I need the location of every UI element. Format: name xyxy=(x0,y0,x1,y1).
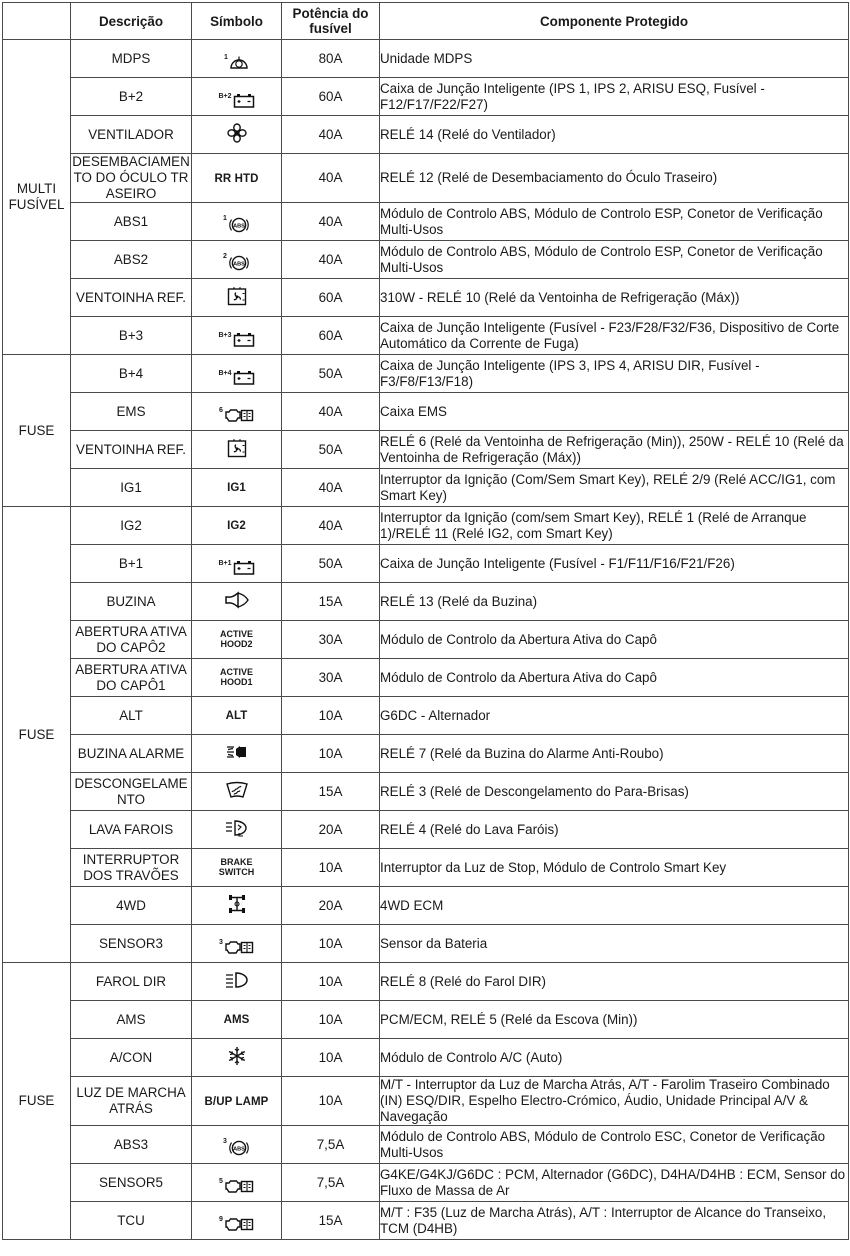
fuse-symbol xyxy=(192,1001,282,1039)
fuse-description: IG2 xyxy=(71,507,192,545)
header-potencia: Potência do fusível xyxy=(282,3,380,40)
engine-ecu-icon xyxy=(219,939,254,955)
symbol-label xyxy=(220,667,253,687)
fuse-description: IG1 xyxy=(71,469,192,507)
fuse-symbol xyxy=(192,78,282,116)
fuse-rating: 20A xyxy=(282,887,380,925)
fuse-description: BUZINA xyxy=(71,583,192,621)
symbol-superscript: 3 xyxy=(219,939,223,946)
symbol-superscript: 6 xyxy=(219,407,223,414)
protected-component: Caixa EMS xyxy=(380,393,849,431)
engine-ecu-icon-graphic xyxy=(224,1216,254,1232)
symbol-label-line: HOOD2 xyxy=(220,638,253,649)
windshield-defrost-icon-graphic xyxy=(225,781,249,799)
group-label: FUSE xyxy=(3,963,71,1240)
fuse-row xyxy=(3,241,849,279)
protected-component: RELÉ 12 (Relé de Desembaciamento do Óculo Traseiro) xyxy=(380,154,849,203)
fuse-rating: 50A xyxy=(282,431,380,469)
fuse-symbol xyxy=(192,241,282,279)
cooling-fan-icon-graphic xyxy=(227,286,247,306)
horn-icon-graphic xyxy=(224,591,250,609)
fuse-rating: 15A xyxy=(282,773,380,811)
cooling-fan-icon-graphic xyxy=(227,438,247,458)
fuse-description: ABERTURA ATIVA DO CAPÔ1 xyxy=(71,659,192,697)
protected-component: RELÉ 3 (Relé de Descongelamento do Para-Brisas) xyxy=(380,773,849,811)
headlamp-icon-graphic xyxy=(225,971,249,989)
fuse-rating: 10A xyxy=(282,1077,380,1126)
engine-ecu-icon-graphic xyxy=(224,939,254,955)
fuse-rating: 40A xyxy=(282,154,380,203)
header-componente: Componente Protegido xyxy=(380,3,849,40)
mdps-steering-icon xyxy=(224,54,249,70)
symbol-label: IG1 xyxy=(227,482,246,494)
ac-snowflake-icon xyxy=(227,1046,247,1066)
fuse-rating: 10A xyxy=(282,1001,380,1039)
protected-component: Módulo de Controlo ABS, Módulo de Controlo ESC, Conetor de Verificação Multi-Usos xyxy=(380,1126,849,1164)
fuse-row xyxy=(3,811,849,849)
fuse-rating: 40A xyxy=(282,203,380,241)
fuse-description: LAVA FAROIS xyxy=(71,811,192,849)
abs-icon xyxy=(223,253,250,273)
protected-component: 310W - RELÉ 10 (Relé da Ventoinha de Refrigeração (Máx)) xyxy=(380,279,849,317)
fuse-symbol xyxy=(192,583,282,621)
engine-ecu-icon-graphic xyxy=(224,1178,254,1194)
fuse-symbol xyxy=(192,393,282,431)
fuse-row xyxy=(3,1164,849,1202)
fuse-row xyxy=(3,1077,849,1126)
battery-icon-graphic xyxy=(233,332,255,347)
fuse-symbol xyxy=(192,659,282,697)
cooling-fan-icon xyxy=(227,438,247,458)
fuse-rating: 30A xyxy=(282,621,380,659)
protected-component: M/T : F35 (Luz de Marcha Atrás), A/T : Interruptor de Alcance do Transeixo, TCM (D4HB) xyxy=(380,1202,849,1240)
fan-icon-graphic xyxy=(227,123,247,143)
protected-component: G6DC - Alternador xyxy=(380,697,849,735)
fuse-rating: 10A xyxy=(282,849,380,887)
fuse-symbol xyxy=(192,621,282,659)
battery-icon-graphic xyxy=(233,93,255,108)
protected-component: Caixa de Junção Inteligente (Fusível - F23/F28/F32/F36, Dispositivo de Corte Automático da Corrente de Fuga) xyxy=(380,317,849,355)
fuse-row xyxy=(3,925,849,963)
symbol-label: IG2 xyxy=(227,520,246,532)
symbol-label: RR HTD xyxy=(214,172,259,185)
fuse-description: BUZINA ALARME xyxy=(71,735,192,773)
group-label: FUSE xyxy=(3,507,71,963)
fuse-rating: 80A xyxy=(282,40,380,78)
symbol-superscript: B+2 xyxy=(218,92,232,100)
fuse-row xyxy=(3,154,849,203)
fuse-row xyxy=(3,203,849,241)
symbol-label xyxy=(220,629,253,649)
fuse-rating: 50A xyxy=(282,355,380,393)
symbol-label-line: BRAKE xyxy=(220,856,253,867)
protected-component: M/T - Interruptor da Luz de Marcha Atrás, A/T - Farolim Traseiro Combinado (IN) ESQ/DIR, Espelho Electro-Crómico, Áudio, Unidade Principal A/V & Navegação xyxy=(380,1077,849,1126)
protected-component: Unidade MDPS xyxy=(380,40,849,78)
battery-icon xyxy=(218,332,254,347)
fuse-description: FAROL DIR xyxy=(71,963,192,1001)
symbol-superscript: 9 xyxy=(219,1216,223,1223)
symbol-superscript: B+4 xyxy=(218,369,232,377)
alarm-horn-icon xyxy=(226,743,248,761)
fuse-rating: 10A xyxy=(282,963,380,1001)
fuse-symbol xyxy=(192,697,282,735)
fuse-symbol xyxy=(192,431,282,469)
4wd-icon xyxy=(227,893,247,915)
symbol-superscript: 1 xyxy=(223,215,227,222)
protected-component: Interruptor da Ignição (com/sem Smart Key), RELÉ 1 (Relé de Arranque 1)/RELÉ 11 (Relé IG2, com Smart Key) xyxy=(380,507,849,545)
headlamp-icon xyxy=(225,971,249,989)
fuse-rating: 15A xyxy=(282,1202,380,1240)
fuse-row xyxy=(3,116,849,154)
fuse-description: DESEMBACIAMENTO DO ÓCULO TRASEIRO xyxy=(72,154,190,201)
protected-component: RELÉ 14 (Relé do Ventilador) xyxy=(380,116,849,154)
fuse-rating: 30A xyxy=(282,659,380,697)
fuse-symbol xyxy=(192,279,282,317)
protected-component: 4WD ECM xyxy=(380,887,849,925)
fuse-symbol xyxy=(192,925,282,963)
fuse-row xyxy=(3,849,849,887)
abs-icon-graphic xyxy=(228,215,250,235)
battery-icon xyxy=(218,560,254,575)
fuse-symbol xyxy=(192,40,282,78)
fuse-row xyxy=(3,1202,849,1240)
symbol-label-line: ACTIVE xyxy=(219,628,253,639)
fuse-rating: 40A xyxy=(282,393,380,431)
fuse-row xyxy=(3,621,849,659)
protected-component: Interruptor da Ignição (Com/Sem Smart Key), RELÉ 2/9 (Relé ACC/IG1, com Smart Key) xyxy=(380,469,849,507)
fan-icon xyxy=(227,123,247,143)
horn-icon xyxy=(224,591,250,609)
fuse-description: B+3 xyxy=(71,317,192,355)
fuse-row xyxy=(3,887,849,925)
fuse-symbol xyxy=(192,1126,282,1164)
fuse-description: INTERRUPTOR DOS TRAVÕES xyxy=(71,849,192,887)
engine-ecu-icon xyxy=(219,1178,254,1194)
symbol-superscript: 3 xyxy=(223,1138,227,1145)
fuse-description: ABERTURA ATIVA DO CAPÔ2 xyxy=(71,621,192,659)
fuse-symbol xyxy=(192,116,282,154)
protected-component: RELÉ 8 (Relé do Farol DIR) xyxy=(380,963,849,1001)
battery-icon xyxy=(218,370,254,385)
fuse-description: VENTILADOR xyxy=(71,116,192,154)
protected-component: Módulo de Controlo da Abertura Ativa do Capô xyxy=(380,659,849,697)
symbol-label: ALT xyxy=(225,710,248,722)
fuse-row xyxy=(3,78,849,116)
fuse-symbol xyxy=(192,773,282,811)
header-descricao: Descrição xyxy=(71,3,192,40)
4wd-icon-graphic xyxy=(227,893,247,915)
fuse-symbol xyxy=(192,1077,282,1126)
fuse-description: ALT xyxy=(71,697,192,735)
fuse-row xyxy=(3,963,849,1001)
protected-component: Módulo de Controlo da Abertura Ativa do Capô xyxy=(380,621,849,659)
protected-component: RELÉ 7 (Relé da Buzina do Alarme Anti-Roubo) xyxy=(380,735,849,773)
fuse-rating: 40A xyxy=(282,507,380,545)
symbol-label: B/UP LAMP xyxy=(204,1095,269,1108)
symbol-superscript: 2 xyxy=(223,253,227,260)
fuse-description: AMS xyxy=(71,1001,192,1039)
fuse-rating: 60A xyxy=(282,78,380,116)
fuse-row xyxy=(3,40,849,78)
protected-component: RELÉ 13 (Relé da Buzina) xyxy=(380,583,849,621)
protected-component: Módulo de Controlo A/C (Auto) xyxy=(380,1039,849,1077)
fuse-row xyxy=(3,583,849,621)
fuse-description: LUZ DE MARCHA ATRÁS xyxy=(71,1077,192,1126)
fuse-rating: 10A xyxy=(282,925,380,963)
fuse-symbol xyxy=(192,811,282,849)
fuse-symbol xyxy=(192,735,282,773)
fuse-rating: 10A xyxy=(282,1039,380,1077)
fuse-row xyxy=(3,431,849,469)
fuse-symbol xyxy=(192,469,282,507)
abs-icon-graphic xyxy=(228,253,250,273)
protected-component: Caixa de Junção Inteligente (IPS 1, IPS 2, ARISU ESQ, Fusível - F12/F17/F22/F27) xyxy=(380,78,849,116)
fuse-symbol xyxy=(192,507,282,545)
fuse-symbol xyxy=(192,317,282,355)
engine-ecu-icon xyxy=(219,407,254,423)
fuse-description: DESCONGELAMENTO xyxy=(71,773,192,811)
fuse-description: 4WD xyxy=(71,887,192,925)
windshield-defrost-icon xyxy=(225,781,249,799)
battery-icon xyxy=(218,93,254,108)
svg-text:ABS: ABS xyxy=(233,261,245,268)
symbol-superscript: 1 xyxy=(224,54,228,61)
protected-component: Módulo de Controlo ABS, Módulo de Controlo ESP, Conetor de Verificação Multi-Usos xyxy=(380,203,849,241)
ac-snowflake-icon-graphic xyxy=(227,1046,247,1066)
symbol-superscript: B+1 xyxy=(218,559,232,567)
fuse-row xyxy=(3,1039,849,1077)
fuse-symbol xyxy=(192,355,282,393)
symbol-label-line: HOOD1 xyxy=(220,676,253,687)
headlamp-washer-icon-graphic xyxy=(225,818,249,838)
fuse-row xyxy=(3,1126,849,1164)
fuse-description: VENTOINHA REF. xyxy=(71,431,192,469)
protected-component: G4KE/G4KJ/G6DC : PCM, Alternador (G6DC), D4HA/D4HB : ECM, Sensor do Fluxo de Massa de Ar xyxy=(380,1164,849,1202)
alarm-horn-icon-graphic xyxy=(226,743,248,761)
fuse-description: MDPS xyxy=(71,40,192,78)
fuse-rating: 50A xyxy=(282,545,380,583)
fuse-row xyxy=(3,697,849,735)
fuse-rating: 60A xyxy=(282,317,380,355)
fuse-description: VENTOINHA REF. xyxy=(71,279,192,317)
fuse-symbol xyxy=(192,963,282,1001)
fuse-rating: 7,5A xyxy=(282,1164,380,1202)
battery-icon-graphic xyxy=(233,370,255,385)
header-group xyxy=(3,3,71,40)
fuse-rating: 40A xyxy=(282,116,380,154)
fuse-row xyxy=(3,1001,849,1039)
fuse-symbol xyxy=(192,1202,282,1240)
fuse-rating: 7,5A xyxy=(282,1126,380,1164)
header-simbolo: Símbolo xyxy=(192,3,282,40)
engine-ecu-icon xyxy=(219,1216,254,1232)
fuse-row xyxy=(3,507,849,545)
abs-icon xyxy=(223,215,250,235)
fuse-symbol xyxy=(192,1164,282,1202)
fuse-description: B+4 xyxy=(71,355,192,393)
fuse-row xyxy=(3,469,849,507)
engine-ecu-icon-graphic xyxy=(224,407,254,423)
fuse-table xyxy=(2,2,849,1240)
group-label: MULTI FUSÍVEL xyxy=(3,40,71,355)
fuse-row xyxy=(3,355,849,393)
fuse-row xyxy=(3,545,849,583)
fuse-description: TCU xyxy=(71,1202,192,1240)
mdps-steering-icon-graphic xyxy=(229,54,249,70)
fuse-row xyxy=(3,279,849,317)
fuse-symbol xyxy=(192,154,282,203)
fuse-description: SENSOR3 xyxy=(71,925,192,963)
fuse-symbol xyxy=(192,1039,282,1077)
fuse-description: A/CON xyxy=(71,1039,192,1077)
fuse-description: EMS xyxy=(71,393,192,431)
fuse-symbol xyxy=(192,545,282,583)
symbol-superscript: 5 xyxy=(219,1178,223,1185)
abs-icon-graphic xyxy=(228,1138,250,1158)
symbol-label-line: SWITCH xyxy=(218,866,255,877)
fuse-rating: 20A xyxy=(282,811,380,849)
fuse-description: ABS3 xyxy=(71,1126,192,1164)
protected-component: Módulo de Controlo ABS, Módulo de Controlo ESP, Conetor de Verificação Multi-Usos xyxy=(380,241,849,279)
fuse-description: SENSOR5 xyxy=(71,1164,192,1202)
cooling-fan-icon xyxy=(227,286,247,306)
fuse-rating: 60A xyxy=(282,279,380,317)
symbol-label-line: ACTIVE xyxy=(219,666,253,677)
battery-icon-graphic xyxy=(233,560,255,575)
fuse-row xyxy=(3,393,849,431)
symbol-label xyxy=(219,857,255,877)
fuse-row xyxy=(3,735,849,773)
protected-component: Caixa de Junção Inteligente (IPS 3, IPS 4, ARISU DIR, Fusível - F3/F8/F13/F18) xyxy=(380,355,849,393)
protected-component: RELÉ 6 (Relé da Ventoinha de Refrigeração (Min)), 250W - RELÉ 10 (Relé da Ventoinha de Refrigeração (Máx)) xyxy=(380,431,849,469)
fuse-rating: 15A xyxy=(282,583,380,621)
fuse-description: ABS2 xyxy=(71,241,192,279)
fuse-row xyxy=(3,659,849,697)
fuse-rating: 40A xyxy=(282,469,380,507)
header-row xyxy=(3,3,849,40)
headlamp-washer-icon xyxy=(225,818,249,838)
svg-text:ABS: ABS xyxy=(233,223,245,230)
protected-component: RELÉ 4 (Relé do Lava Faróis) xyxy=(380,811,849,849)
abs-icon xyxy=(223,1138,250,1158)
fuse-symbol xyxy=(192,849,282,887)
protected-component: Sensor da Bateria xyxy=(380,925,849,963)
fuse-rating: 10A xyxy=(282,697,380,735)
symbol-superscript: B+3 xyxy=(218,331,232,339)
symbol-label: AMS xyxy=(223,1014,250,1026)
fuse-rating: 10A xyxy=(282,735,380,773)
protected-component: Interruptor da Luz de Stop, Módulo de Controlo Smart Key xyxy=(380,849,849,887)
group-label: FUSE xyxy=(3,355,71,507)
fuse-row xyxy=(3,773,849,811)
fuse-description: B+1 xyxy=(71,545,192,583)
fuse-rating: 40A xyxy=(282,241,380,279)
fuse-description: ABS1 xyxy=(71,203,192,241)
fuse-symbol xyxy=(192,887,282,925)
fuse-row xyxy=(3,317,849,355)
protected-component: Caixa de Junção Inteligente (Fusível - F1/F11/F16/F21/F26) xyxy=(380,545,849,583)
fuse-symbol xyxy=(192,203,282,241)
fuse-description: B+2 xyxy=(71,78,192,116)
protected-component: PCM/ECM, RELÉ 5 (Relé da Escova (Min)) xyxy=(380,1001,849,1039)
svg-text:ABS: ABS xyxy=(233,1146,245,1153)
